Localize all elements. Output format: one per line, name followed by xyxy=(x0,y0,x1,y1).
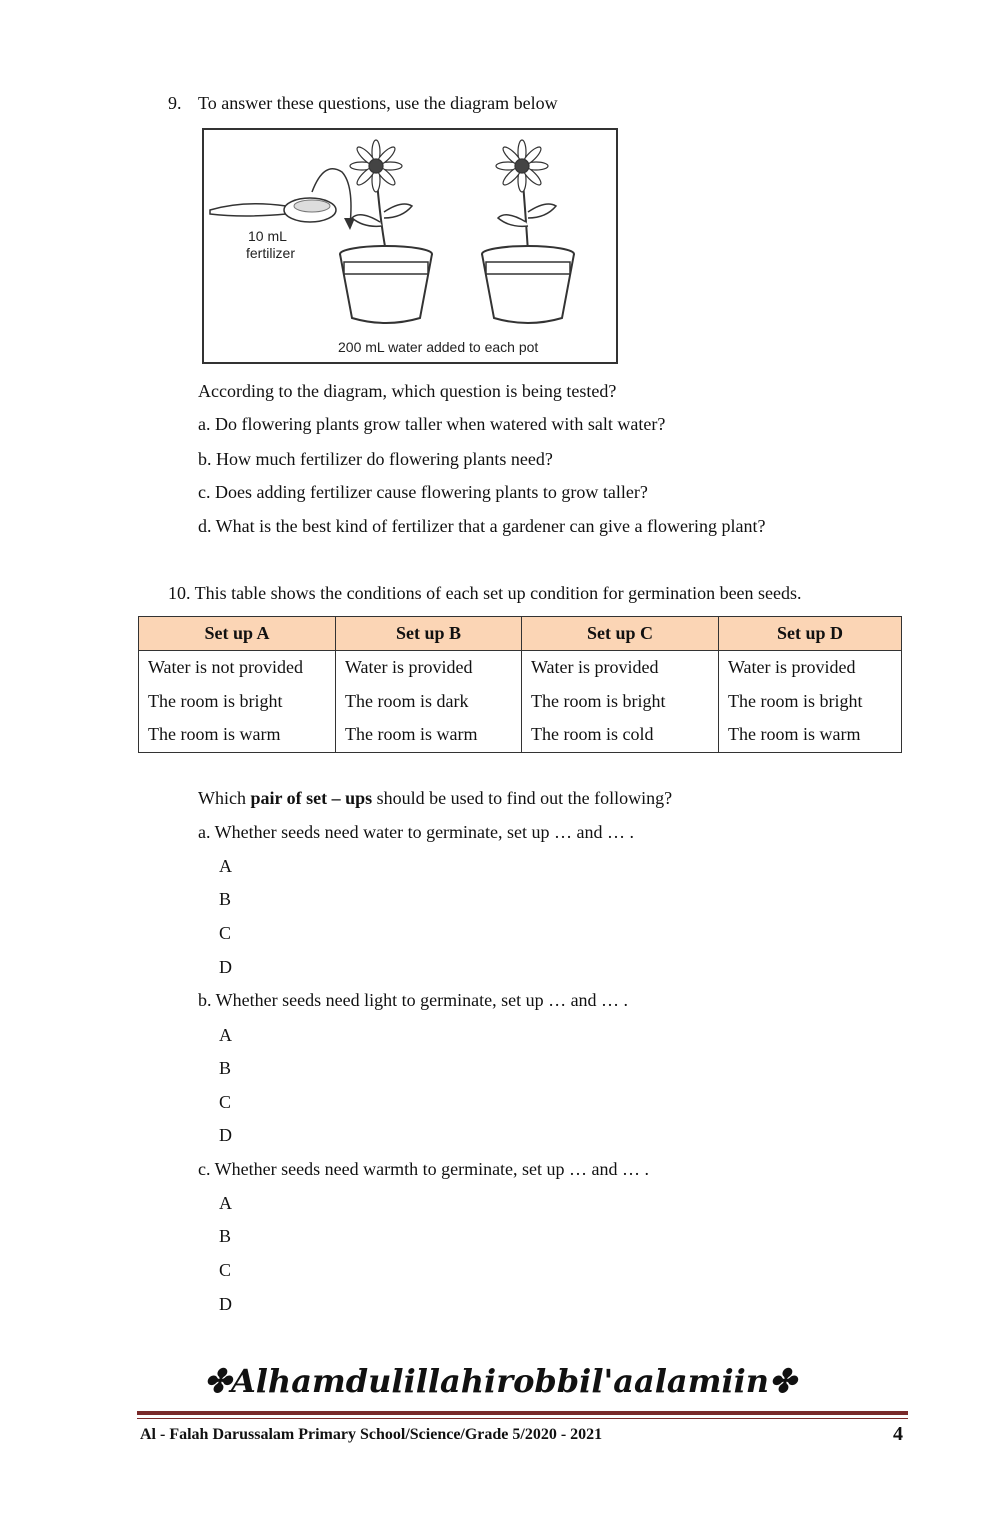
q10-question-bold: pair of set – ups xyxy=(250,788,373,808)
q9-option-d[interactable]: d. What is the best kind of fertilizer that a gardener can give a flowering plant? xyxy=(198,516,766,536)
choice-c-C[interactable]: C xyxy=(219,1260,232,1280)
table-cell: Water is not provided xyxy=(139,651,336,685)
choice-c-A[interactable]: A xyxy=(219,1193,232,1213)
table-cell: Water is provided xyxy=(336,651,522,685)
q10-intro: 10. This table shows the conditions of each set up condition for germination been seeds. xyxy=(168,583,802,603)
fertilizer-diagram xyxy=(202,128,618,364)
q9-number: 9. xyxy=(168,93,182,113)
spoon-icon xyxy=(210,198,336,222)
header-setup-a: Set up A xyxy=(139,617,336,651)
choice-a-D[interactable]: D xyxy=(219,957,232,977)
footer-divider-thin xyxy=(137,1418,908,1419)
table-header-row xyxy=(139,617,902,651)
closing-phrase: ✤Alhamdulillahirobbil'aalamiin✤ xyxy=(204,1362,796,1400)
q9-option-b[interactable]: b. How much fertilizer do flowering plants need? xyxy=(198,449,553,469)
choice-a-A[interactable]: A xyxy=(219,856,232,876)
q10-question xyxy=(198,788,672,809)
footer-divider xyxy=(137,1411,908,1415)
table-row xyxy=(139,685,902,719)
q10-question-pre: Which xyxy=(198,788,251,808)
q10-part-b: b. Whether seeds need light to germinate, set up … and … . xyxy=(198,990,629,1010)
table-row xyxy=(139,651,902,685)
choice-b-B[interactable]: B xyxy=(219,1058,232,1078)
table-cell: The room is cold xyxy=(522,718,719,752)
table-cell: The room is bright xyxy=(139,685,336,719)
table-cell: Water is provided xyxy=(719,651,902,685)
header-setup-c: Set up C xyxy=(522,617,719,651)
setup-conditions-table xyxy=(138,616,902,753)
table-cell: The room is bright xyxy=(522,685,719,719)
choice-a-C[interactable]: C xyxy=(219,923,232,943)
q10-part-c: c. Whether seeds need warmth to germinate, set up … and … . xyxy=(198,1159,650,1179)
choice-b-A[interactable]: A xyxy=(219,1025,232,1045)
control-plant-icon xyxy=(482,140,574,323)
q10-part-a: a. Whether seeds need water to germinate, set up … and … . xyxy=(198,822,635,842)
choice-a-B[interactable]: B xyxy=(219,889,232,909)
water-note-label: 200 mL water added to each pot xyxy=(338,339,539,355)
table-cell: Water is provided xyxy=(522,651,719,685)
page-number: 4 xyxy=(893,1423,903,1445)
q10-question-post: should be used to find out the following? xyxy=(372,788,673,808)
choice-c-D[interactable]: D xyxy=(219,1294,232,1314)
table-cell: The room is bright xyxy=(719,685,902,719)
header-setup-d: Set up D xyxy=(719,617,902,651)
table-cell: The room is warm xyxy=(336,718,522,752)
table-cell: The room is warm xyxy=(719,718,902,752)
q9-option-a[interactable]: a. Do flowering plants grow taller when watered with salt water? xyxy=(198,414,666,434)
q9-question: According to the diagram, which question is being tested? xyxy=(198,381,617,401)
fertilizer-word-label: fertilizer xyxy=(246,245,296,261)
q9-option-c[interactable]: c. Does adding fertilizer cause flowering plants to grow taller? xyxy=(198,482,648,502)
q9-prompt: To answer these questions, use the diagram below xyxy=(198,93,558,113)
choice-b-C[interactable]: C xyxy=(219,1092,232,1112)
table-cell: The room is dark xyxy=(336,685,522,719)
table-row xyxy=(139,718,902,752)
header-setup-b: Set up B xyxy=(336,617,522,651)
choice-b-D[interactable]: D xyxy=(219,1125,232,1145)
fertilized-plant-icon xyxy=(340,140,432,323)
table-cell: The room is warm xyxy=(139,718,336,752)
choice-c-B[interactable]: B xyxy=(219,1226,232,1246)
footer-school: Al - Falah Darussalam Primary School/Science/Grade 5/2020 - 2021 xyxy=(140,1426,603,1443)
fertilizer-amount-label: 10 mL xyxy=(248,228,287,244)
